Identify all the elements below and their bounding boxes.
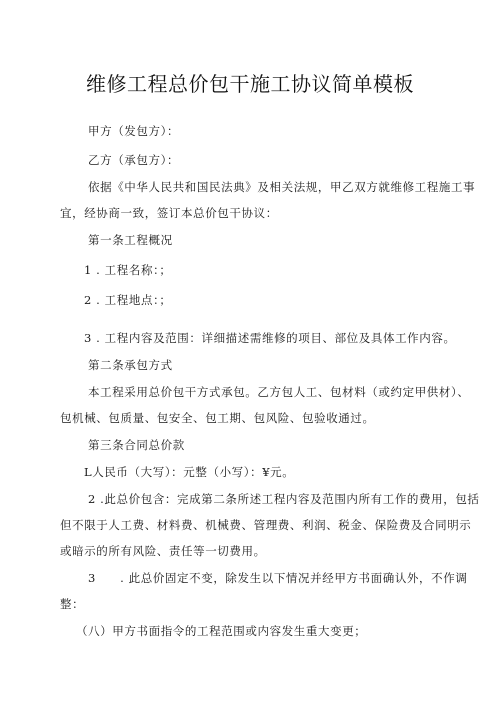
article-1-heading: 第一条工程概况 xyxy=(88,233,173,247)
price-inclusion-line-1: 2 .此总价包含：完成第二条所述工程内容及范围内所有工作的费用，包括 xyxy=(88,492,480,506)
price-inclusion-line-3: 或暗示的所有风险、责任等一切费用。 xyxy=(60,544,266,558)
contract-method-line-2: 包机械、包质量、包安全、包工期、包风险、包验收通过。 xyxy=(60,411,375,425)
project-location-item: 2 . 工程地点：； xyxy=(84,293,172,307)
total-price-item: L人民币（大写）：元整（小写）：¥元。 xyxy=(84,465,295,479)
contract-method-line-1: 本工程采用总价包干方式承包。乙方包人工、包材料（或约定甲供材）、 xyxy=(88,385,470,399)
exception-item-1: （八）甲方书面指令的工程范围或内容发生重大变更； xyxy=(76,624,367,638)
project-name-item: 1 . 工程名称：； xyxy=(84,263,172,277)
article-2-heading: 第二条承包方式 xyxy=(88,358,173,372)
fixed-price-line-1: 3 . 此总价固定不变，除发生以下情况并经甲方书面确认外，不作调 xyxy=(88,571,468,585)
price-inclusion-line-2: 但不限于人工费、材料费、机械费、管理费、利润、税金、保险费及合同明示 xyxy=(60,518,472,532)
party-b-line: 乙方（承包方）： xyxy=(88,153,180,167)
intro-paragraph-line-1: 依据《中华人民共和国民法典》及相关法规，甲乙双方就维修工程施工事 xyxy=(88,180,476,194)
project-scope-item: 3 . 工程内容及范围：详细描述需维修的项目、部位及具体工作内容。 xyxy=(84,331,456,345)
fixed-price-line-2: 整： xyxy=(60,597,85,611)
article-3-heading: 第三条合同总价款 xyxy=(88,438,185,452)
document-title: 维修工程总价包干施工协议简单模板 xyxy=(86,72,414,96)
intro-paragraph-line-2: 宜，经协商一致，签订本总价包干协议： xyxy=(60,206,278,220)
party-a-line: 甲方（发包方）： xyxy=(88,124,180,138)
